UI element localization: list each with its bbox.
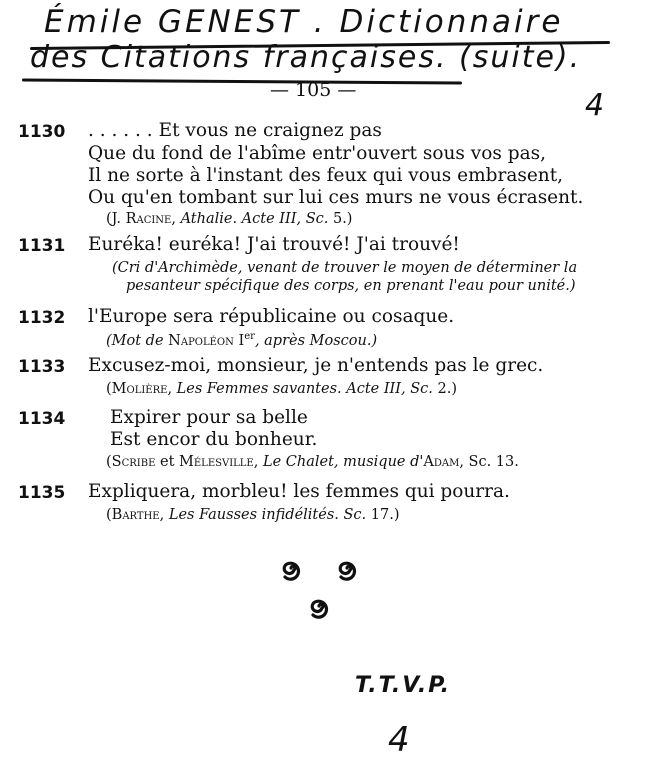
quote-line: Euréka! euréka! J'ai trouvé! J'ai trouvé! bbox=[88, 234, 460, 255]
citation-entry bbox=[18, 236, 638, 302]
spiral-icon bbox=[312, 601, 326, 617]
handwritten-subtitle-line: des Citations françaises. (suite). bbox=[30, 40, 582, 75]
citation-source: (J. Racine, Athalie. Acte III, Sc. 5.) bbox=[106, 211, 353, 227]
citation-source: (Molière, Les Femmes savantes. Acte III, Sc. 2.) bbox=[106, 381, 458, 397]
spiral-icon bbox=[284, 563, 298, 579]
page-number: — 105 — bbox=[270, 79, 357, 101]
quote-line: Expliquera, morbleu! les femmes qui pourra. bbox=[88, 481, 510, 502]
handwritten-title-line: Émile GENEST . Dictionnaire bbox=[44, 4, 564, 40]
subtitle-underline bbox=[22, 78, 462, 84]
citation-source: (Scribe et Mélesville, Le Chalet, musique d'Adam, Sc. 13. bbox=[106, 454, 519, 470]
entry-number: 1133 bbox=[18, 357, 66, 377]
quote-line: Est encor du bonheur. bbox=[110, 429, 318, 450]
citation-entry bbox=[18, 409, 638, 475]
entry-number: 1132 bbox=[18, 308, 66, 328]
entry-number: 1131 bbox=[18, 236, 66, 256]
citation-source: (Barthe, Les Fausses infidélités. Sc. 17.) bbox=[106, 507, 400, 523]
quote-line: Excusez-moi, monsieur, je n'entends pas le grec. bbox=[88, 355, 544, 376]
handwritten-bottom-marker: 4 bbox=[388, 720, 410, 760]
citation-entry bbox=[18, 483, 638, 529]
quote-line: l'Europe sera républicaine ou cosaque. bbox=[88, 306, 455, 327]
citation-entry bbox=[18, 357, 638, 403]
spiral-ornament-icon bbox=[270, 552, 370, 622]
spiral-icon bbox=[340, 563, 354, 579]
handwritten-page-marker: 4 bbox=[585, 88, 605, 123]
quote-line: Il ne sorte à l'instant des feux qui vous embrasent, bbox=[88, 165, 564, 186]
quote-line: . . . . . . Et vous ne craignez pas bbox=[88, 120, 382, 141]
entry-number: 1134 bbox=[18, 409, 66, 429]
citation-source: (Mot de Napoléon Ier, après Moscou.) bbox=[106, 331, 378, 349]
quote-line: Que du fond de l'abîme entr'ouvert sous vos pas, bbox=[88, 143, 546, 164]
editorial-note: (Cri d'Archimède, venant de trouver le moyen de déterminer la bbox=[112, 260, 578, 276]
handwritten-initials: T.T.V.P. bbox=[355, 673, 452, 698]
editorial-note: pesanteur spécifique des corps, en prenant l'eau pour unité.) bbox=[126, 278, 576, 294]
quote-line: Ou qu'en tombant sur lui ces murs ne vous écrasent. bbox=[88, 187, 584, 208]
citation-entry bbox=[18, 308, 638, 354]
entry-number: 1130 bbox=[18, 122, 66, 142]
entry-number: 1135 bbox=[18, 483, 66, 503]
quote-line: Expirer pour sa belle bbox=[110, 407, 308, 428]
citation-entry bbox=[18, 122, 638, 232]
